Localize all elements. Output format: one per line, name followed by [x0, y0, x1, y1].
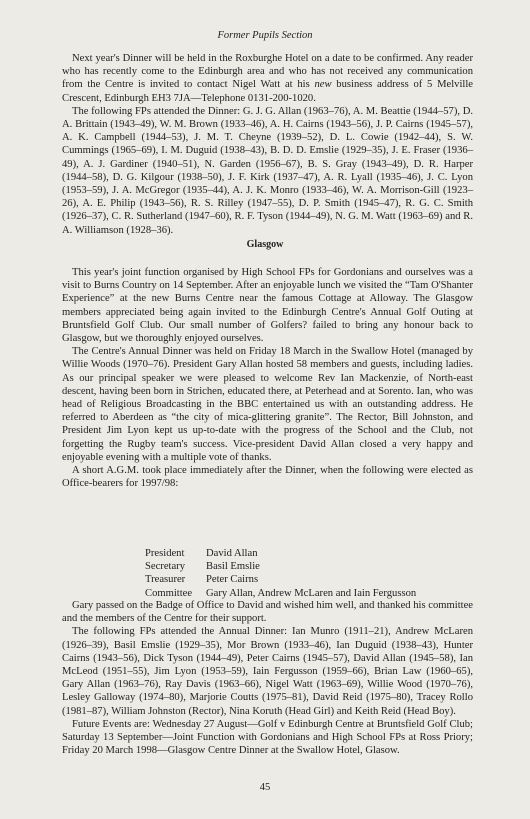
joint-function-paragraph: This year's joint function organised by High School FPs for Gordonians and ourselves was a visit to Burns Country on 14 September. After an enjoyable lunch we visited the “Tam O'Shanter Experience” at the new Burns Centre near the famous Cottage at Alloway. The Glasgow members appreciated being again invited to the Edinburgh Centre's Annual Golf Outing at Bruntsfield Golf Club. Our small number of Golfers? failed to bring any honour back to Glasgow, but we thoroughly enjoyed ourselves.: [62, 267, 473, 345]
office-bearer-row: [145, 587, 416, 600]
paragraph-text: Next year's Dinner will be held in the Roxburghe Hotel on a date to be confirmed. Any reader who has recently come to the Edinburgh area and who has not received any communication from the Centre is invited to contact Nigel Watt at his: [62, 53, 473, 91]
paragraph-text: business address of 5 Melville Crescent, Edinburgh EH3 7JA—Telephone 0131-200-1020.: [62, 79, 474, 104]
office-holder: Peter Cairns: [206, 574, 259, 586]
edinburgh-section-text: [62, 52, 473, 237]
glasgow-section-closing-text: [62, 599, 473, 757]
future-events-paragraph: Future Events are: Wednesday 27 August—Golf v Edinburgh Centre at Bruntsfield Golf Club; Saturday 13 September—Joint Function with Gordonians and High School FPs at Ross Priory; Friday 20 March 1998—Glasgow Centre Dinner at the Swallow Hotel, Glasow.: [62, 718, 473, 757]
office-role: Treasurer: [145, 574, 186, 586]
running-header: Former Pupils Section: [217, 30, 313, 41]
office-role: Committee: [145, 587, 193, 599]
page-number: 45: [259, 782, 271, 793]
agm-paragraph: A short A.G.M. took place immediately after the Dinner, when the following were elected as Office-bearers for 1997/98:: [62, 465, 473, 490]
office-role: President: [145, 548, 185, 559]
office-bearer-row: [145, 560, 416, 573]
office-holder: David Allan: [206, 548, 258, 559]
dinner-announcement-paragraph: [62, 52, 473, 105]
glasgow-section-text: [62, 266, 473, 490]
office-bearer-row: [145, 547, 416, 560]
attendees-paragraph: The following FPs attended the Dinner: G. J. G. Allan (1963–76), A. M. Beattie (1944–57), D. A. Brittain (1943–49), W. M. Brown (1933–46), A. H. Cairns (1943–56), J. P. Cairns (1945–57), A. K. Campbell (1944–53), J. M. T. Cheyne (1939–52), D. L. Cowie (1942–44), S. W. Cummings (1965–69), I. M. Duguid (1938–43), B. D. D. Emslie (1929–35), J. E. Fraser (1936–49), A. J. Gardiner (1940–51), N. Garden (1956–67), B. S. Gray (1943–49), D. R. Harper (1944–58), D. G. Kilgour (1938–50), J. F. Kirk (1937–47), A. R. Lyall (1935–46), J. C. Lyon (1953–59), J. A. McGregor (1935–44), A. J. K. Monro (1933–46), W. A. Morrison-Gill (1923–26), A. E. Philip (1943–56), R. S. Rilley (1947–55), D. P. Smith (1945–47), R. G. C. Smith (1926–37), C. R. Sutherland (1947–60), R. F. Tyson (1944–49), N. G. M. Watt (1963–69) and R. A. Williamson (1928–36).: [62, 105, 473, 236]
dinner-attendees-paragraph: The following FPs attended the Annual Dinner: Ian Munro (1911–21), Andrew McLaren (1926–39), Basil Emslie (1929–35), Mor Brown (1933–46), Ian Duguid (1938–43), Hunter Cairns (1943–56), Dick Tyson (1944–49), Peter Cairns (1945–57), David Allan (1945–58), Ian McLeod (1951–55), Jim Lyon (1953–59), Iain Fergusson (1959–66), Brian Law (1960–65), Gary Allan (1963–76), Ray Davis (1963–66), Nigel Watt (1963–69), Willie Wood (1970–76), Lesley Galloway (1974–80), Marjorie Coutts (1975–81), David Reid (1975–80), Tracey Rollo (1981–87), William Johnston (Rector), Nina Koruth (Head Girl) and Keith Reid (Head Boy).: [62, 626, 473, 717]
annual-dinner-paragraph: The Centre's Annual Dinner was held on Friday 18 March in the Swallow Hotel (managed by Willie Woods (1970–76). President Gary Allan hosted 58 members and guests, including ladies. As our principal speaker we were pleased to welcome Rev Ian Mackenzie, of North-east descent, having been born in Strichen, educated there, at Peterhead and at Sorento. Ian, who was head of Religious Broadcasting in the BBC entertained us with an outstanding address. He referred to Aberdeen as “the city of mica-glittering granite”. The Rector, Bill Johnston, and President Jim Lyon kept us up-to-date with the progress of the School and the Club, not forgetting the Rugby team's success. Vice-president David Allan closed a very happy and enjoyable evening with a multiple vote of thanks.: [62, 346, 473, 463]
office-holder: Gary Allan, Andrew McLaren and Iain Fergusson: [206, 587, 417, 599]
section-heading: Glasgow: [246, 239, 284, 250]
office-bearers-list: [145, 547, 416, 600]
office-bearer-row: [145, 573, 416, 586]
badge-paragraph: Gary passed on the Badge of Office to David and wished him well, and thanked his committee and the members of the Centre for their support.: [62, 600, 473, 625]
office-holder: Basil Emslie: [206, 561, 260, 573]
office-role: Secretary: [145, 561, 185, 573]
emphasis-text: new: [314, 79, 332, 91]
